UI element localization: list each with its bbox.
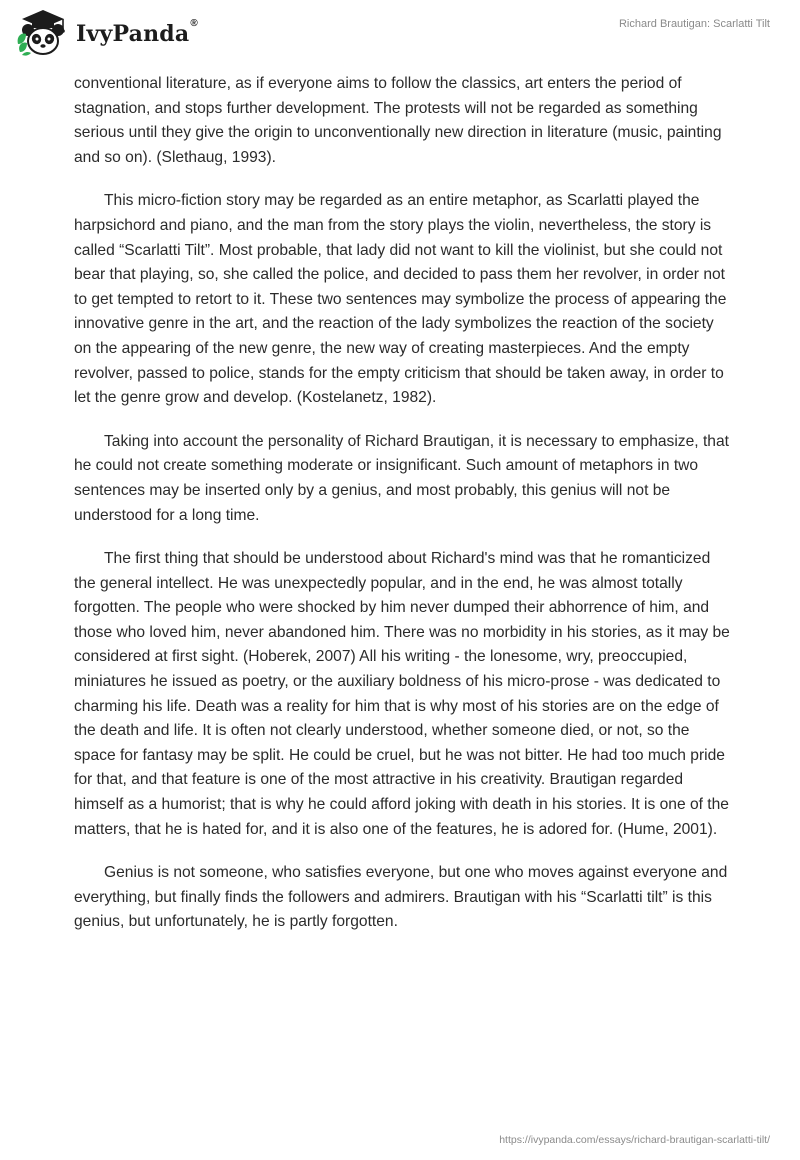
panda-graduate-icon (14, 8, 72, 58)
registered-mark: ® (190, 18, 198, 29)
ivypanda-logo[interactable] (14, 8, 198, 58)
page-header (0, 0, 800, 70)
paragraph: Taking into account the personality of Richard Brautigan, it is necessary to emphasize, that he could not create something moderate or insignificant. Such amount of metaphors in two sentences may be inserted only by a genius, and most probably, this genius will not be understood for a long time. (74, 432, 729, 524)
paragraph: The first thing that should be understood about Richard's mind was that he romanticized the general intellect. He was unexpectedly popular, and in the end, he was almost totally forgotten. The people who were shocked by him never dumped their abhorrence of him, and those who loved him, never abandoned him. There was no morbidity in his stories, as it may be considered at first sight. (Hoberek, 2007) All his writing - the lonesome, wry, preoccupied, miniatures he issued as poetry, or the auxiliary boldness of his micro-prose - was dedicated to charming his life. Death was a reality for him that is why most of his stories are on the edge of the death and life. It is often not clearly understood, whether someone died, or not, so the space for fantasy may be split. He could be cruel, but he was not bitter. He had too much pride for that, and that feature is one of the most attractive in his creativity. Brautigan regarded himself as a humorist; that is why he could afford joking with death in his stories. It is one of the matters, that he is hated for, and it is also one of the features, he is adored for. (Hume, 2001). (74, 550, 730, 838)
document-title: Richard Brautigan: Scarlatti Tilt (618, 18, 770, 30)
paragraph: conventional literature, as if everyone aims to follow the classics, art enters the period of stagnation, and stops further development. The protests will not be regarded as something serious until they give the origin to unconventionally new direction in literature (music, painting and so on). (Slethaug, 1993). (74, 75, 722, 166)
brand-name (76, 18, 198, 47)
source-url-link[interactable]: https://ivypanda.com/essays/richard-brautigan-scarlatti-tilt/ (499, 1134, 770, 1146)
brand-name-text: IvyPanda (76, 21, 190, 47)
paragraph: Genius is not someone, who satisfies everyone, but one who moves against everyone and everything, but finally finds the followers and admirers. Brautigan with his “Scarlatti tilt” is this genius, but unfortunately, he is partly forgotten. (74, 864, 728, 931)
paragraph: This micro-fiction story may be regarded as an entire metaphor, as Scarlatti played the harpsichord and piano, and the man from the story plays the violin, nevertheless, the story is called “Scarlatti Tilt”. Most probable, that lady did not want to kill the violinist, but she could not bear that playing, so, she called the police, and decided to pass them her revolver, in order not to get tempted to retort to it. These two sentences may symbolize the process of appearing the innovative genre in the art, and the reaction of the lady symbolizes the reaction of the society on the appearing of the new genre, the new way of creating masterpieces. And the empty revolver, passed to police, stands for the empty criticism that should be taken away, in order to let the genre grow and develop. (Kostelanetz, 1982). (74, 192, 727, 407)
essay-body (74, 72, 734, 954)
